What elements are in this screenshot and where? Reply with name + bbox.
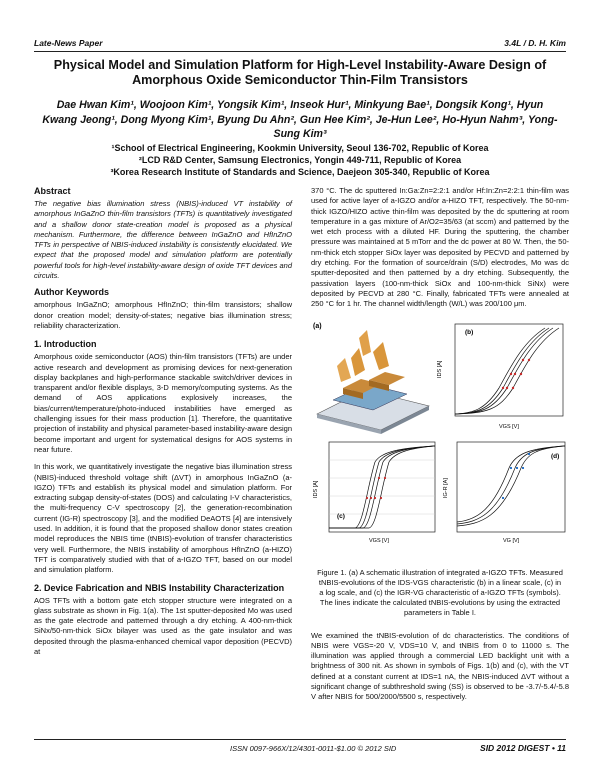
figure-1 xyxy=(311,318,569,566)
section2-paragraph-1: AOS TFTs with a bottom gate etch stopper structure were integrated on a glass substrate as shown in Fig. 1(a). The 1st sputter-deposited Mo was used as the gate electrode and patterned through a dry etching. A 400-nm-thick SiNx/50-nm-thick SiOx bilayer was used as the gate insulator and was deposited through the plasma-enhanced chemical vapor deposition (PECVD) at xyxy=(34,595,292,656)
keywords-text: amorphous InGaZnO; amorphous HfInZnO; thin-film transistors; shallow donor creation model; density-of-states; negative bias illumination stress; reliability characterization. xyxy=(34,300,292,330)
digest-page: SID 2012 DIGEST • 11 xyxy=(480,743,566,753)
intro-paragraph-2: In this work, we quantitatively investigate the negative bias illumination stress (NBIS)-induced threshold voltage shift (ΔVT) in amorphous InGaZnO (a-IGZO) TFTs and establish its physical model and simulation platform. For extracting subgap density-of-states (DOS) and calculating I-V characteristics, the multi-frequency C-V spectroscopy [2], the generation-recombination current (IG-R) spectroscopy [3], and the modified DeAOTS [4] are intensively used. In addition, it is found that the proposed shallow donor states creation model reproduces the NBIS time (tNBIS)-evolution of transfer characteristics very well. Furthermore, the NBIS instability of amorphous HfInZnO (a-HIZO) TFT is comparatively studied with that of a-IGZO TFT, based on our model and simulation platform. xyxy=(34,462,292,575)
chart-panel-c xyxy=(311,438,439,548)
footer-rule xyxy=(34,739,566,740)
abstract-heading: Abstract xyxy=(34,186,71,196)
section2-paragraph-1-cont: 370 °C. The dc sputtered In:Ga:Zn=2:2:1 and/or Hf:In:Zn=2:2:1 thin-film was used for active layer of a-IGZO and/or a-HIZO TFT, respectively. The 50-nm-thick IGZO/HIZO active thin-film was deposited by the dc sputtering at room temperature in a gas mixture of Ar/O2=35/63 (at sccm) and patterned by the wet etch process with a diluted HF. During the sputtering, the chamber pressure was maintained at 5 mTorr and the dc power at 80 W. Then, the 50-nm-thick etch stopper SiOx layer was deposited by PECVD and patterned by dry etching. For the formation of source/drain (S/D) electrodes, Mo was dc sputter-deposited and then patterned by a dry etching. Subsequently, the passivation layers (100-nm-thick SiOx and 100-nm-thick SiNx) were deposited by PECVD at 280 °C. Finally, fabricated TFTs were annealed at 250 °C for 1 hr. The channel width/length (W/L) was 200/100 μm. xyxy=(311,186,569,309)
panel-b-xlabel: VGS [V] xyxy=(499,423,519,430)
intro-paragraph-1: Amorphous oxide semiconductor (AOS) thin-film transistors (TFTs) are under active research and development as promising devices for next-generation display backplanes and high-performance stackable switch/driver devices in transparent and/or flexible displays, 3-D memory/computing systems. As the demand of AOS applications explosively increases, the bias/current/temperature/photo-induced instabilities have emerged as challenging issues for their mass production [1]. Therefore, the quantitative projection of instability and physical parameter-based instability-aware design become important and urgent for systematical designs for AOS systems in near future. xyxy=(34,352,292,454)
keywords-heading: Author Keywords xyxy=(34,287,110,298)
affiliation-3: ³Korea Research Institute of Standards and Science, Daejeon 305-340, Republic of Korea xyxy=(110,167,490,177)
running-head-left: Late-News Paper xyxy=(34,38,103,48)
panel-b-label: (b) xyxy=(465,328,474,336)
panel-d-ylabel: IG-R [A] xyxy=(443,477,449,498)
affiliation-1: ¹School of Electrical Engineering, Kookmin University, Seoul 136-702, Republic of Korea xyxy=(111,143,489,153)
chart-panel-d xyxy=(441,438,569,548)
panel-c-label: (c) xyxy=(337,512,345,520)
left-column xyxy=(34,186,292,664)
panel-c-xlabel: VGS [V] xyxy=(369,537,389,544)
panel-b-ylabel: IDS [A] xyxy=(437,360,443,378)
issn-line: ISSN 0097-966X/12/4301-0011-$1.00 © 2012 SID xyxy=(230,744,397,753)
header-rule xyxy=(34,51,566,52)
panel-d-label: (d) xyxy=(551,452,560,460)
tft-schematic xyxy=(311,318,433,436)
panel-d-xlabel: VG [V] xyxy=(503,537,520,544)
affiliation-2: ²LCD R&D Center, Samsung Electronics, Yongin 449-711, Republic of Korea xyxy=(138,155,462,165)
panel-a-label: (a) xyxy=(313,322,322,330)
right-column xyxy=(311,186,569,710)
paper-title: Physical Model and Simulation Platform for High-Level Instability-Aware Design of Amorphous Oxide Semiconductor Thin-Film Transistors xyxy=(53,58,547,87)
author-list: Dae Hwan Kim¹, Woojoon Kim¹, Yongsik Kim¹, Inseok Hur¹, Minkyung Bae¹, Dongsik Kong¹, Hyun Kwang Jeong¹, Dong Myong Kim¹, Byung Du Ahn², Gun Hee Kim², Je-Hun Lee², Ho-Hyun Nahm³, Yong-Sung Kim³ xyxy=(42,99,558,140)
section2-heading: 2. Device Fabrication and NBIS Instability Characterization xyxy=(34,582,285,593)
figure-caption: Figure 1. (a) A schematic illustration of integrated a-IGZO TFTs. Measured tNBIS-evolutions of the IDS-VGS characteristic (b) in a linear scale, (c) in a log scale, and (c) the IGR-VG characteristic of a-IGZO TFTs (symbols). The lines indicate the calculated tNBIS-evolutions by using the extracted parameters in Table I. xyxy=(317,567,563,618)
abstract-text: The negative bias illumination stress (NBIS)-induced VT instability of amorphous InGaZnO thin-film transistors (TFTs) is quantitatively investigated and a shallow donor state-creation model is proposed as a physical mechanism. Furthermore, the difference between InGaZnO and HfInZnO TFTs in perspective of NBIS-induced instability is consistently elucidated. We expect that the proposed model and simulation platform are potentially powerful tools for high-level instability-aware design of oxide TFT devices and circuits. xyxy=(34,199,292,281)
section2-paragraph-2: We examined the tNBIS-evolution of dc characteristics. The conditions of NBIS were VGS=-20 V, VDS=10 V, and tNBIS from 0 to 11000 s. The illumination was applied through a commercial LED backlight unit with a brightness of 300 nit. As shown in symbols of Figs. 1(b) and (c), with the VT defined at a constant current at IDS=1 nA, the NBIS-induced ΔVT without a significant change of subthreshold swing (SS) is observed to be -3.7/-5.4/-5.8 V after NBIS for 500/2000/5500 s, respectively. xyxy=(311,630,569,702)
chart-panel-b xyxy=(437,318,569,436)
affiliations xyxy=(40,142,560,178)
panel-c-ylabel: IDS [A] xyxy=(313,480,319,498)
running-head-right: 3.4L / D. H. Kim xyxy=(504,38,566,48)
intro-heading: 1. Introduction xyxy=(34,339,97,350)
